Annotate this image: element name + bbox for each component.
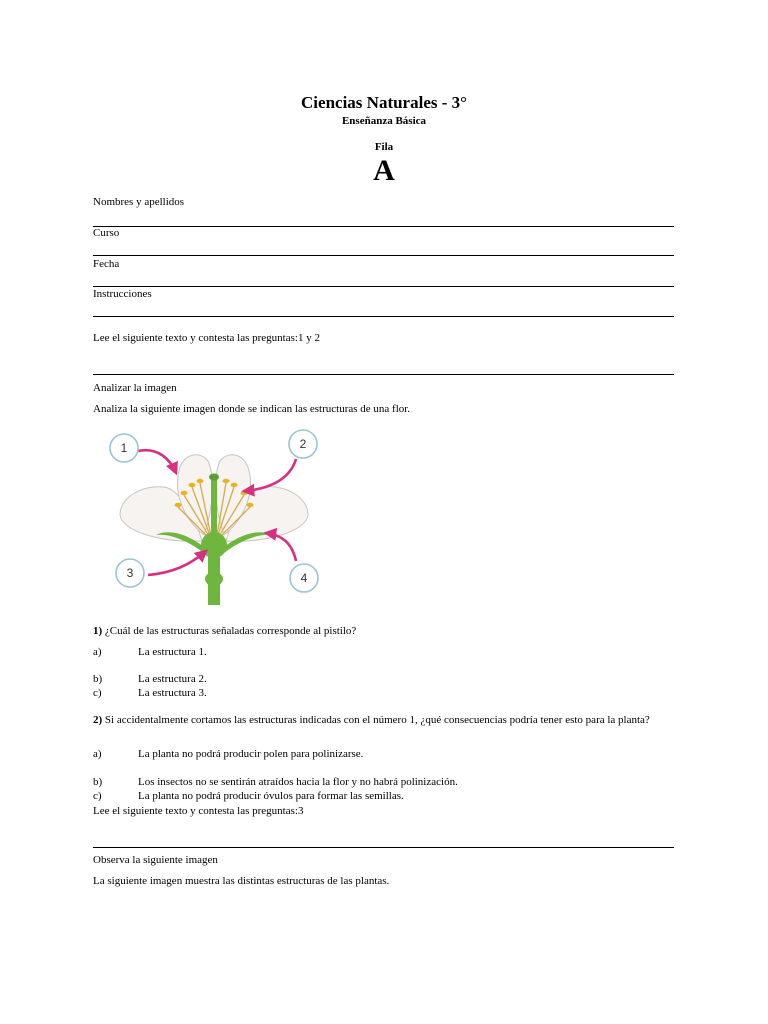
date-label: Fecha bbox=[93, 258, 120, 270]
question2-option-c[interactable] bbox=[93, 790, 404, 802]
figure-label-4: 4 bbox=[300, 571, 308, 585]
section2-instruction: Lee el siguiente texto y contesta las preguntas:3 bbox=[93, 805, 304, 817]
course-label: Curso bbox=[93, 227, 120, 239]
option-letter: c) bbox=[93, 687, 102, 699]
question2-prompt bbox=[93, 714, 678, 727]
section1-divider bbox=[93, 374, 674, 375]
figure-label-1: 1 bbox=[120, 441, 128, 455]
question1-option-c[interactable] bbox=[93, 687, 207, 699]
question1-text: ¿Cuál de las estructuras señaladas corresponde al pistilo? bbox=[102, 625, 357, 637]
option-text: Los insectos no se sentirán atraídos hacia la flor y no habrá polinización. bbox=[138, 776, 458, 788]
option-text: La estructura 2. bbox=[138, 673, 207, 685]
option-letter: b) bbox=[93, 673, 103, 685]
option-text: La planta no podrá producir óvulos para formar las semillas. bbox=[138, 790, 404, 802]
question2-option-b[interactable] bbox=[93, 776, 458, 788]
date-answer-line[interactable] bbox=[93, 286, 674, 287]
section1-instruction: Lee el siguiente texto y contesta las preguntas:1 y 2 bbox=[93, 332, 320, 344]
option-letter: c) bbox=[93, 790, 102, 802]
question1-number: 1) bbox=[93, 625, 103, 637]
section1-description: Analiza la siguiente imagen donde se indican las estructuras de una flor. bbox=[93, 403, 411, 415]
instructions-answer-line[interactable] bbox=[93, 316, 674, 317]
section2-divider bbox=[93, 847, 674, 848]
question2-option-a[interactable] bbox=[93, 748, 363, 760]
page-title: Ciencias Naturales - 3° bbox=[301, 93, 467, 112]
instructions-label: Instrucciones bbox=[93, 288, 152, 300]
fila-label: Fila bbox=[374, 141, 394, 153]
names-label: Nombres y apellidos bbox=[93, 196, 185, 208]
question1-option-b[interactable] bbox=[93, 673, 207, 685]
option-letter: b) bbox=[93, 776, 103, 788]
flower-structure-figure bbox=[100, 423, 330, 608]
stem bbox=[205, 555, 223, 605]
figure-label-3: 3 bbox=[126, 566, 134, 580]
question2-text: Si accidentalmente cortamos las estructuras indicadas con el número 1, ¿qué consecuencias podría tener esto para la planta? bbox=[102, 714, 650, 726]
names-answer-line[interactable] bbox=[93, 226, 674, 227]
question2-number: 2) bbox=[93, 714, 103, 726]
section2-heading: Observa la siguiente imagen bbox=[93, 854, 218, 866]
fila-value: A bbox=[373, 154, 395, 187]
course-answer-line[interactable] bbox=[93, 255, 674, 256]
figure-label-2: 2 bbox=[299, 437, 307, 451]
page-subtitle: Enseñanza Básica bbox=[341, 115, 427, 127]
section2-description: La siguiente imagen muestra las distintas estructuras de las plantas. bbox=[93, 875, 390, 887]
option-text: La planta no podrá producir polen para polinizarse. bbox=[138, 748, 364, 760]
option-text: La estructura 3. bbox=[138, 687, 207, 699]
question1-option-a[interactable] bbox=[93, 646, 207, 658]
question1-prompt bbox=[93, 625, 356, 637]
option-text: La estructura 1. bbox=[138, 646, 207, 658]
option-letter: a) bbox=[93, 748, 102, 760]
section1-heading: Analizar la imagen bbox=[93, 382, 177, 394]
option-letter: a) bbox=[93, 646, 102, 658]
